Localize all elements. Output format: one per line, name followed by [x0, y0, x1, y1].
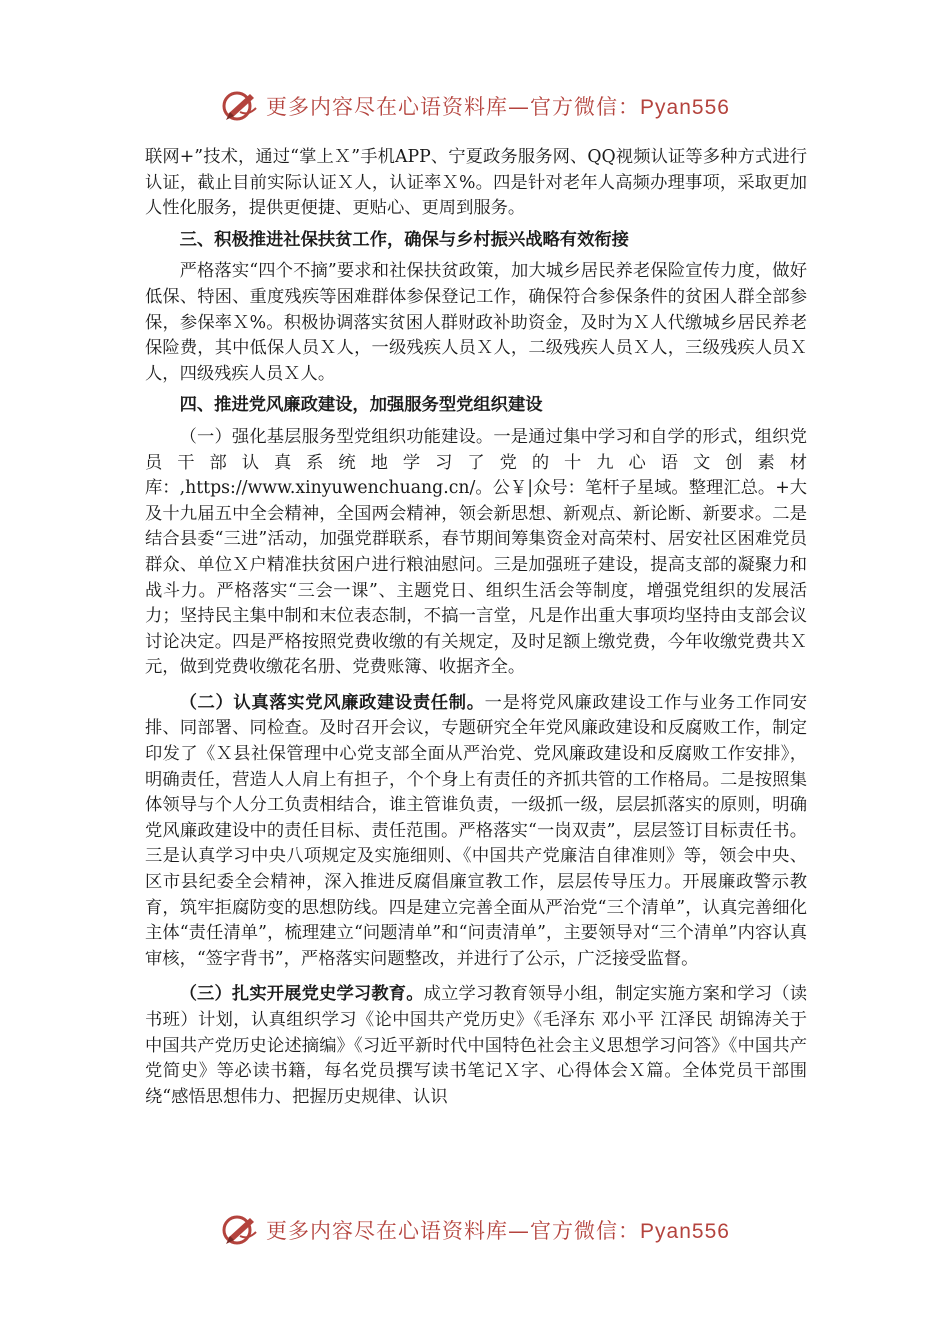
header-banner: [0, 84, 950, 128]
paragraph: 严格落实“四个不摘”要求和社保扶贫政策，加大城乡居民养老保险宣传力度，做好低保、特困、重度残疾等困难群体参保登记工作，确保符合参保条件的贫困人群全部参保，参保率Ｘ%。积极协调落实贫困人群财政补助资金，及时为Ｘ人代缴城乡居民养老保险费，其中低保人员Ｘ人，一级残疾人员Ｘ人，二级残疾人员Ｘ人，三级残疾人员Ｘ人，四级残疾人员Ｘ人。: [145, 261, 807, 384]
banner-text: 更多内容尽在心语资料库—官方微信：Pyan556: [266, 1219, 730, 1243]
paragraph-text: 成立学习教育领导小组，制定实施方案和学习（读书班）计划，认真组织学习《论中国共产党历史》《毛泽东 邓小平 江泽民 胡锦涛关于中国共产党历史论述摘编》《习近平新时代中国特色社会主义思想学习问答》《中国共产党简史》等必读书籍，每名党员撰写读书笔记Ｘ字、心得体会Ｘ篇。全体党员干部围绕“感悟思想伟力、把握历史规律、认识: [145, 984, 807, 1107]
document-body: [145, 145, 807, 1110]
footer-banner: [0, 1208, 950, 1252]
banner-text: 更多内容尽在心语资料库—官方微信：Pyan556: [266, 95, 730, 119]
section-heading: 四、推进党风廉政建设，加强服务型党组织建设: [179, 395, 543, 416]
paragraph: 联网+”技术，通过“掌上Ｘ”手机APP、宁夏政务服务网、QQ视频认证等多种方式进行认证，截止目前实际认证Ｘ人，认证率Ｘ%。四是针对老年人高频办理事项，采取更加人性化服务，提供更便捷、更贴心、更周到服务。: [145, 147, 807, 219]
subsection-title: （二）认真落实党风廉政建设责任制。: [179, 692, 485, 713]
section-heading: 三、积极推进社保扶贫工作，确保与乡村振兴战略有效衔接: [179, 229, 629, 250]
paragraph-text: 一是将党风廉政建设工作与业务工作同安排、同部署、同检查。及时召开会议，专题研究全年党风廉政建设和反腐败工作，制定印发了《Ｘ县社保管理中心党支部全面从严治党、党风廉政建设和反腐败工作安排》，明确责任，营造人人肩上有担子，个个身上有责任的齐抓共管的工作格局。二是按照集体领导与个人分工负责相结合，谁主管谁负责，一级抓一级，层层抓落实的原则，明确党风廉政建设中的责任目标、责任范围。严格落实“一岗双责”，层层签订目标责任书。三是认真学习中央八项规定及实施细则、《中国共产党廉洁自律准则》等，领会中央、区市县纪委全会精神，深入推进反腐倡廉宣教工作，层层传导压力。开展廉政警示教育，筑牢拒腐防变的思想防线。四是建立完善全面从严治党“三个清单”，认真完善细化主体“责任清单”，梳理建立“问题清单”和“问责清单”，主要领导对“三个清单”内容认真审核，“签字背书”，严格落实问题整改，并进行了公示，广泛接受监督。: [145, 692, 807, 969]
pen-logo-icon: [220, 1210, 260, 1250]
subsection-title: （三）扎实开展党史学习教育。: [179, 984, 424, 1005]
paragraph: （一）强化基层服务型党组织功能建设。一是通过集中学习和自学的形式，组织党员干部认真系统地学习了党的十九心语文创素材库：,https://www.xinyuwenchuang.cn/。公￥|众号：笔杆子星域。整理汇总。+大及十九届五中全会精神，全国两会精神，领会新思想、新观点、新论断、新要求。二是结合县委“三进”活动，加强党群联系，春节期间筹集资金对高荣村、居安社区困难党员群众、单位Ｘ户精准扶贫困户进行粮油慰问。三是加强班子建设，提高支部的凝聚力和战斗力。严格落实“三会一课”、主题党日、组织生活会等制度，增强党组织的发展活力；坚持民主集中制和末位表态制，不搞一言堂，凡是作出重大事项均坚持由支部会议讨论决定。四是严格按照党费收缴的有关规定，及时足额上缴党费，今年收缴党费共Ｘ元，做到党费收缴花名册、党费账簿、收据齐全。: [145, 426, 807, 678]
paragraph: [145, 982, 807, 1110]
paragraph: [145, 691, 807, 973]
pen-logo-icon: [220, 86, 260, 126]
